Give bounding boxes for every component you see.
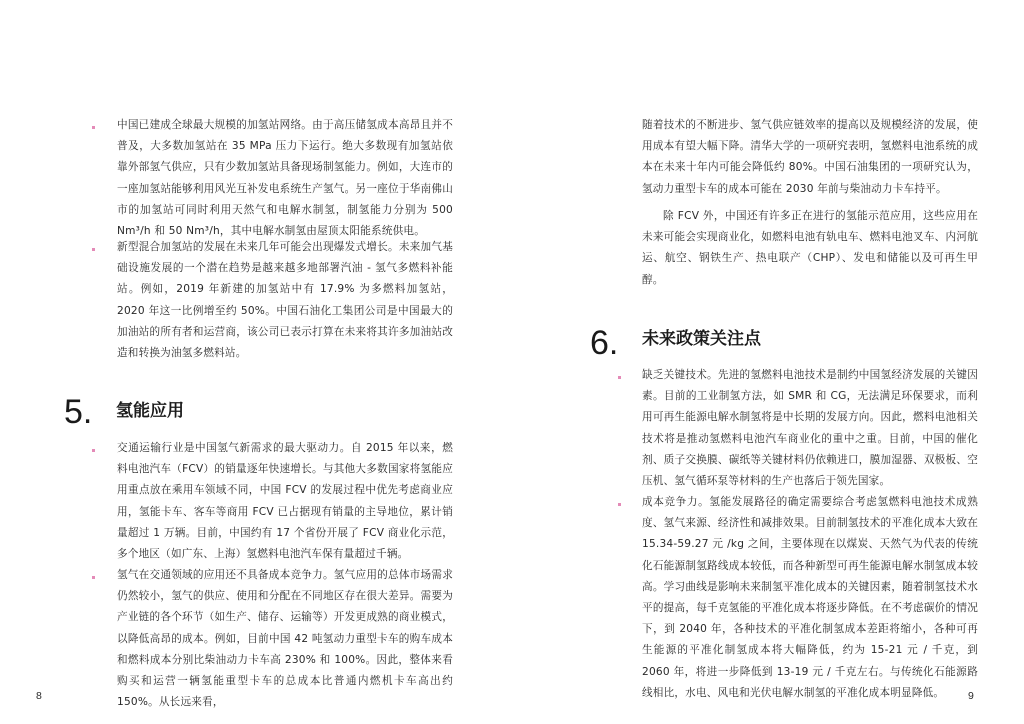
page-number: 8 [36,690,42,702]
paragraph: 随着技术的不断进步、氢气供应链效率的提高以及规模经济的发展，使用成本有望大幅下降。清华大学的一项研究表明，氢燃料电池系统的成本在未来十年内可能会降低约 80%。中国石油集团的一项研究认为，氢动力重型卡车的成本可能在 2030 年前与柴油动力卡车持平。 [642,119,978,195]
paragraph: 除 FCV 外，中国还有许多正在进行的氢能示范应用，这些应用在未来可能会实现商业化，如燃料电池有轨电车、燃料电池叉车、内河航运、航空、钢铁生产、热电联产（CHP）、发电和储能以及可再生甲醇。 [642,210,978,286]
paragraph: 缺乏关键技术。先进的氢燃料电池技术是制约中国氢经济发展的关键因素。目前的工业制氢方法，如 SMR 和 CG，无法满足环保要求，而利用可再生能源电解水制氢将是中长期的发展方向。因此，燃料电池相关技术将是推动氢燃料电池汽车商业化的重中之重。目前，中国的催化剂、质子交换膜、碳纸等关键材料仍依赖进口，膜加湿器、双极板、空压机、氢气循环泵等材料的生产也落后于领先国家。 [642,369,978,488]
section-title: 未来政策关注点 [642,329,761,349]
bullet-marker [92,576,95,579]
paragraph: 成本竞争力。氢能发展路径的确定需要综合考虑氢燃料电池技术成熟度、氢气来源、经济性和减排效果。目前制氢技术的平准化成本大致在 15.34-59.27 元 /kg 之间，主要体现在以煤炭、天然气为代表的传统化石能源制氢路线成本较低，而各种新型可再生能源电解水制氢成本较高。学习曲线是影响未来制氢平准化成本的关键因素，随着制氢技术水平的提高，每千克氢能的平准化成本将逐步降低。在不考虑碳价的情况下，到 2040 年，各种技术的平准化制氢成本差距将缩小，各种可再生能源的平准化制氢成本将大幅降低，约为 15-21 元 / 千克，到 2060 年，将进一步降低到 13-19 元 / 千克左右。与传统化石能源路线相比，水电、风电和光伏电解水制氢的平准化成本明显降低。 [642,496,978,699]
bullet-marker [92,126,95,129]
section-number: 5. [64,393,93,431]
page-number: 9 [968,690,974,702]
bullet-marker [92,449,95,452]
bullet-marker [618,376,621,379]
paragraph: 交通运输行业是中国氢气新需求的最大驱动力。自 2015 年以来，燃料电池汽车（FCV）的销量逐年快速增长。与其他大多数国家将氢能应用重点放在乘用车领域不同，中国 FCV 的发展过程中优先考虑商业应用，氢能卡车、客车等商用 FCV 已占据现有销量的主导地位，累计销量超过 1 万辆。目前，中国约有 17 个省份开展了 FCV 商业化示范，多个地区（如广东、上海）氢燃料电池汽车保有量超过千辆。 [117,442,453,561]
bullet-marker [92,248,95,251]
paragraph: 氢气在交通领域的应用还不具备成本竞争力。氢气应用的总体市场需求仍然较小，氢气的供应、使用和分配在不同地区存在很大差异。需要为产业链的各个环节（如生产、储存、运输等）开发更成熟的商业模式，以降低高昂的成本。例如，目前中国 42 吨氢动力重型卡车的购车成本和燃料成本分别比柴油动力卡车高 230% 和 100%。因此，整体来看购买和运营一辆氢能重型卡车的总成本比普通内燃机卡车高出约 150%。从长远来看， [117,569,453,709]
section-number: 6. [590,324,619,362]
bullet-marker [618,503,621,506]
paragraph: 中国已建成全球最大规模的加氢站网络。由于高压储氢成本高昂且并不普及，大多数加氢站在 35 MPa 压力下运行。绝大多数现有加氢站依靠外部氢气供应，只有少数加氢站具备现场制氢能力。例如，大连市的一座加氢站能够利用风光互补发电系统生产氢气。另一座位于华南佛山市的加氢站可同时利用天然气和电解水制氢，制氢能力分别为 500 Nm³/h 和 50 Nm³/h，其中电解水制氢由屋顶太阳能系统供电。 [117,119,453,238]
right-page [512,0,1024,724]
paragraph: 新型混合加氢站的发展在未来几年可能会出现爆发式增长。未来加气基础设施发展的一个潜在趋势是越来越多地部署汽油 - 氢气多燃料补能站。例如，2019 年新建的加氢站中有 17.9% 为多燃料加氢站，2020 年这一比例增至约 50%。中国石油化工集团公司是中国最大的加油站的所有者和运营商，该公司已表示打算在未来将其许多加油站改造和转换为油氢多燃料站。 [117,241,453,360]
section-title: 氢能应用 [116,401,184,421]
